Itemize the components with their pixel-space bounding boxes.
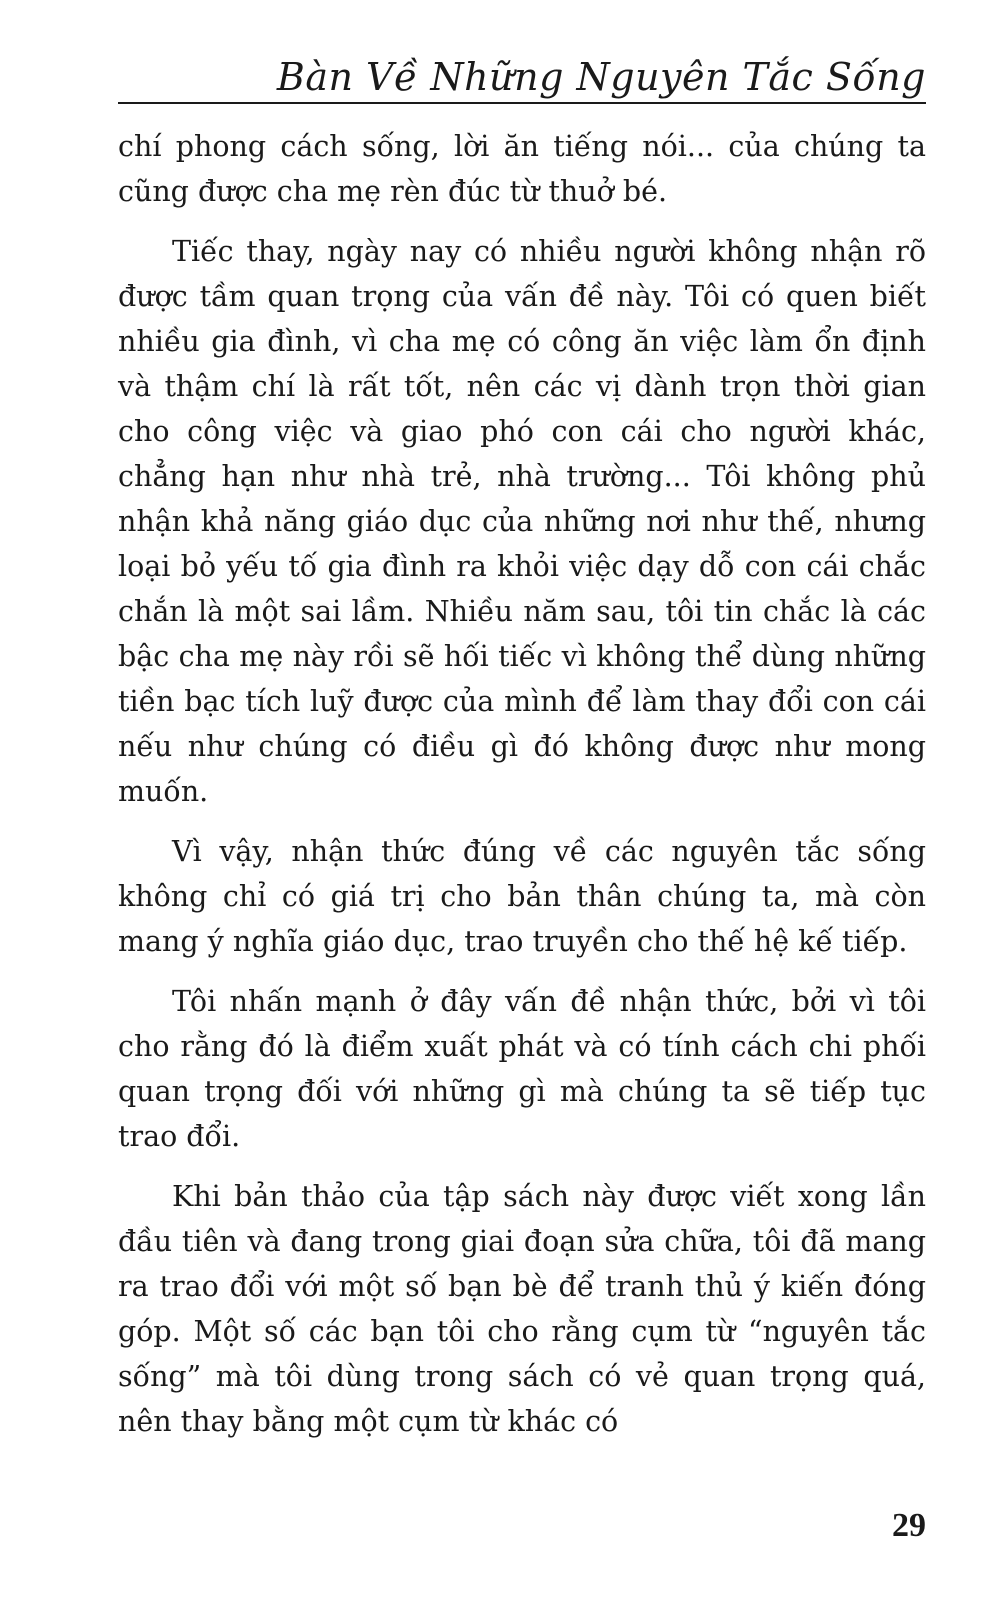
paragraph-3: Vì vậy, nhận thức đúng về các nguyên tắc sống không chỉ có giá trị cho bản thân chúng ta, mà còn mang ý nghĩa giáo dục, trao truyền cho thế hệ kế tiếp. (118, 835, 926, 958)
header-divider (118, 102, 926, 104)
paragraph-5: Khi bản thảo của tập sách này được viết xong lần đầu tiên và đang trong giai đoạn sửa chữa, tôi đã mang ra trao đổi với một số bạn bè để tranh thủ ý kiến đóng góp. Một số các bạn tôi cho rằng cụm từ “nguyên tắc sống” mà tôi dùng trong sách có vẻ quan trọng quá, nên thay bằng một cụm từ khác có (118, 1180, 926, 1438)
paragraph-2: Tiếc thay, ngày nay có nhiều người không nhận rõ được tầm quan trọng của vấn đề này. Tôi có quen biết nhiều gia đình, vì cha mẹ có công ăn việc làm ổn định và thậm chí là rất tốt, nên các vị dành trọn thời gian cho công việc và giao phó con cái cho người khác, chẳng hạn như nhà trẻ, nhà trường... Tôi không phủ nhận khả năng giáo dục của những nơi như thế, nhưng loại bỏ yếu tố gia đình ra khỏi việc dạy dỗ con cái chắc chắn là một sai lầm. Nhiều năm sau, tôi tin chắc là các bậc cha mẹ này rồi sẽ hối tiếc vì không thể dùng những tiền bạc tích luỹ được của mình để làm thay đổi con cái nếu như chúng có điều gì đó không được như mong muốn. (118, 235, 926, 808)
running-header-title: Bàn Về Những Nguyên Tắc Sống (276, 55, 926, 99)
paragraph-1: chí phong cách sống, lời ăn tiếng nói... của chúng ta cũng được cha mẹ rèn đúc từ thuở bé. (118, 130, 926, 208)
page-number: 29 (892, 1507, 926, 1544)
paragraph-4: Tôi nhấn mạnh ở đây vấn đề nhận thức, bởi vì tôi cho rằng đó là điểm xuất phát và có tính cách chi phối quan trọng đối với những gì mà chúng ta sẽ tiếp tục trao đổi. (118, 985, 926, 1153)
body-text (118, 124, 926, 1459)
